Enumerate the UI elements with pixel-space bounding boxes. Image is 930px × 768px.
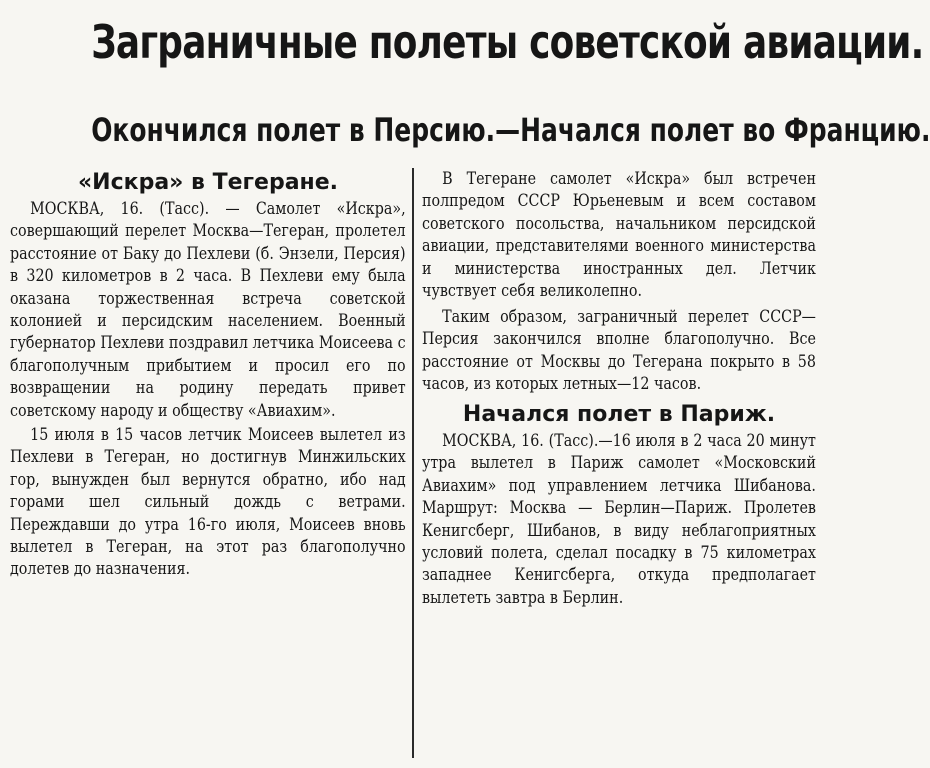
subheadline: Окончился полет в Персию.—Начался полет во Францию. <box>91 111 930 149</box>
left-paragraph-block <box>10 198 406 426</box>
headline: Заграничные полеты советской авиации. <box>91 15 924 69</box>
right-column <box>422 168 816 613</box>
right-paragraph-block <box>422 168 816 306</box>
right-column-title: Начался полет в Париж. <box>462 402 776 427</box>
right-paragraph-block <box>422 430 816 613</box>
article-paragraph: В Тегеране самолет «Искра» был встречен полпредом СССР Юрьеневым и всем составом советского посольства, начальником персидской авиации, представителями военного министерства и министерства иностранных дел. Летчик чувствует себя великолепно. <box>422 169 816 302</box>
article-paragraph: МОСКВА, 16. (Тасс). — Самолет «Искра», совершающий перелет Москва—Тегеран, пролетел расстояние от Баку до Пехлеви (б. Энзели, Персия) в 320 километров в 2 часа. В Пехлеви ему была оказана торжественная встреча советской колонией и персидским населением. Военный губернатор Пехлеви поздравил летчика Моисеева с благополучным прибытием и просил его по возвращении на родину передать привет советскому народу и обществу «Авиахим». <box>10 199 406 421</box>
article-paragraph: Таким образом, заграничный перелет СССР—Персия закончился вполне благополучно. Все расстояние от Москвы до Тегерана покрыто в 58 часов, из которых летных—12 часов. <box>422 307 816 395</box>
left-paragraph-block <box>10 424 406 585</box>
left-column-title: «Искра» в Тегеране. <box>77 170 339 195</box>
article-paragraph: 15 июля в 15 часов летчик Моисеев вылетел из Пехлеви в Тегеран, но достигнув Минжильских гор, вынужден был вернутся обратно, ибо над горами шел сильный дождь с ветрами. Переждавши до утра 16-го июля, Моисеев вновь вылетел в Тегеран, на этот раз благополучно долетев до назначения. <box>10 425 406 580</box>
column-divider <box>412 168 414 758</box>
left-column <box>10 168 406 585</box>
article-paragraph: МОСКВА, 16. (Тасс).—16 июля в 2 часа 20 минут утра вылетел в Париж самолет «Московский Авиахим» под управлением летчика Шибанова. Маршрут: Москва — Берлин—Париж. Пролетев Кенигсберг, Шибанов, в виду неблагоприятных условий полета, сделал посадку в 75 километрах западнее Кенигсберга, откуда предполагает вылететь завтра в Берлин. <box>422 431 816 608</box>
right-paragraph-block <box>422 306 816 400</box>
